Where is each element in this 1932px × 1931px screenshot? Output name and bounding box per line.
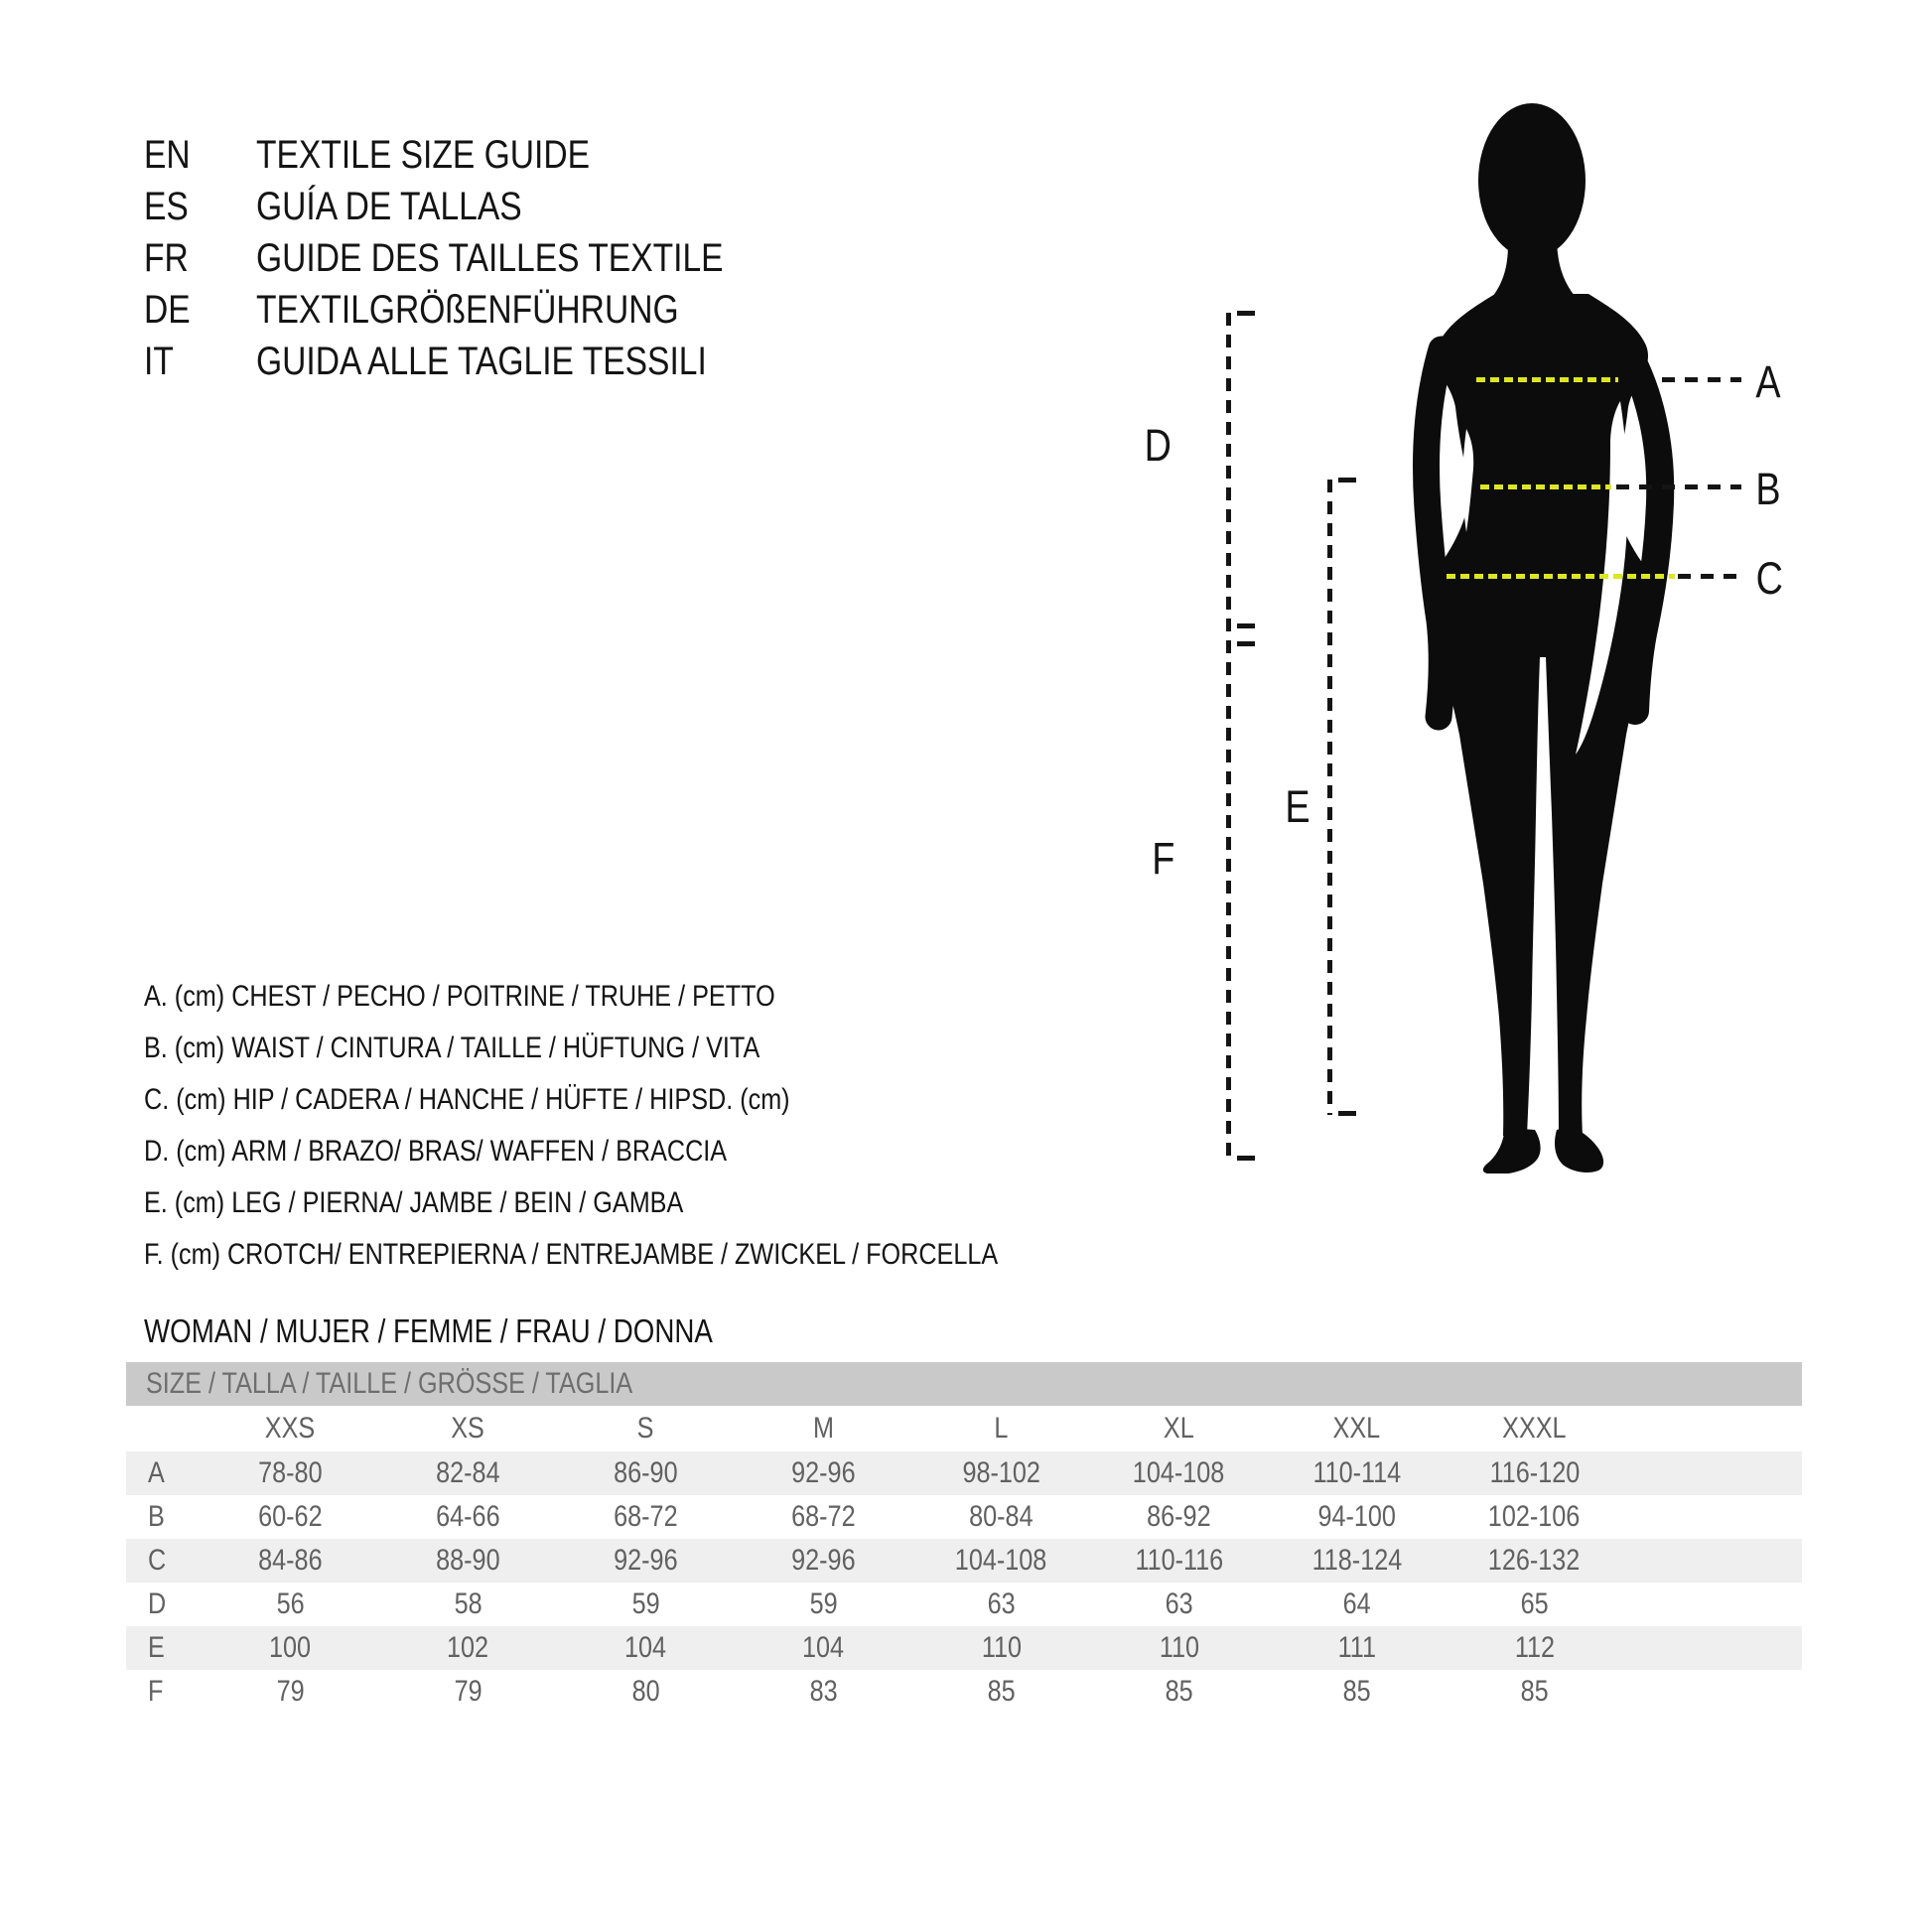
waist-measure-dash-yellow <box>1480 484 1611 489</box>
table-cell-text: 78-80 <box>258 1456 323 1489</box>
table-cell <box>557 1500 735 1534</box>
size-column-header <box>912 1412 1090 1446</box>
size-column-header-text: XXXL <box>1502 1412 1567 1445</box>
language-code-text: IT <box>144 340 174 383</box>
size-columns-row <box>126 1406 1802 1451</box>
table-cell <box>1446 1675 1623 1709</box>
leg-measure-line <box>1327 480 1332 1115</box>
language-code <box>144 234 197 282</box>
figure-label-c-text: C <box>1755 553 1783 604</box>
table-cell-text: 80 <box>631 1675 660 1708</box>
measure-definition-text: B. (cm) WAIST / CINTURA / TAILLE / HÜFTUNG / VITA <box>144 1032 760 1064</box>
table-row-b <box>126 1495 1802 1539</box>
table-cell-text: 118-124 <box>1311 1544 1402 1577</box>
size-column-header-text: XXS <box>265 1412 316 1445</box>
size-column-header-text: XS <box>451 1412 485 1445</box>
measure-definition-text: D. (cm) ARM / BRAZO/ BRAS/ WAFFEN / BRACCIA <box>144 1135 728 1168</box>
table-cell <box>379 1587 557 1621</box>
audience-title-text: WOMAN / MUJER / FEMME / FRAU / DONNA <box>144 1312 713 1349</box>
measure-definition-text: C. (cm) HIP / CADERA / HANCHE / HÜFTE / HIPSD. (cm) <box>144 1083 790 1116</box>
size-column-header <box>202 1412 379 1446</box>
silhouette-head <box>1478 103 1586 258</box>
figure-label-e-text: E <box>1285 781 1311 832</box>
arm-measure-bottom-tick <box>1237 623 1255 628</box>
row-label <box>126 1456 202 1490</box>
table-cell <box>1268 1456 1446 1490</box>
row-label <box>126 1631 202 1665</box>
guide-title <box>256 338 792 385</box>
language-code-text: ES <box>144 185 189 228</box>
guide-title-text: GUIDA ALLE TAGLIE TESSILI <box>256 340 707 383</box>
table-cell <box>1090 1456 1268 1490</box>
figure-label-b-text: B <box>1755 464 1781 514</box>
chest-measure-dash-yellow <box>1476 377 1618 382</box>
silhouette-left-arm <box>1427 349 1443 717</box>
table-cell-text: 65 <box>1520 1587 1549 1620</box>
table-cell-text: 126-132 <box>1488 1544 1581 1577</box>
size-column-header <box>557 1412 735 1446</box>
guide-title-text: GUÍA DE TALLAS <box>256 185 522 228</box>
silhouette-right-foot <box>1555 1127 1603 1172</box>
row-label-text: F <box>148 1675 164 1708</box>
table-cell <box>735 1675 912 1709</box>
table-cell <box>1090 1587 1268 1621</box>
table-cell <box>557 1675 735 1709</box>
size-column-header-text: XXL <box>1332 1412 1381 1445</box>
table-cell-text: 79 <box>454 1675 483 1708</box>
table-cell <box>735 1544 912 1578</box>
row-label <box>126 1675 202 1709</box>
table-cell-text: 68-72 <box>791 1500 856 1533</box>
table-row-a <box>126 1451 1802 1495</box>
table-cell <box>912 1456 1090 1490</box>
table-cell-text: 59 <box>631 1587 660 1620</box>
table-cell-text: 112 <box>1514 1631 1555 1664</box>
table-cell-text: 79 <box>276 1675 305 1708</box>
table-cell-text: 104-108 <box>955 1544 1047 1577</box>
table-cell-text: 94-100 <box>1317 1500 1396 1533</box>
table-cell-text: 82-84 <box>436 1456 500 1489</box>
row-label-text: B <box>148 1500 165 1533</box>
size-table <box>126 1362 1802 1714</box>
table-cell-text: 85 <box>987 1675 1016 1708</box>
table-cell <box>557 1631 735 1665</box>
table-cell <box>202 1587 379 1621</box>
table-cell <box>379 1631 557 1665</box>
table-cell-text: 104-108 <box>1133 1456 1225 1489</box>
arm-measure-top-tick <box>1237 311 1255 316</box>
table-cell-text: 104 <box>624 1631 667 1664</box>
figure-label-b <box>1753 464 1783 514</box>
audience-title <box>144 1312 821 1350</box>
table-cell <box>735 1500 912 1534</box>
measure-definition-f <box>144 1237 1161 1273</box>
table-cell <box>557 1456 735 1490</box>
table-cell <box>1090 1544 1268 1578</box>
size-column-header <box>1268 1412 1446 1446</box>
table-cell <box>1090 1675 1268 1709</box>
row-label-text: D <box>148 1587 167 1620</box>
table-cell-text: 110-116 <box>1135 1544 1223 1577</box>
crotch-measure-bottom-tick <box>1237 1156 1255 1161</box>
guide-title <box>256 183 573 230</box>
leg-measure-top-tick <box>1338 478 1356 483</box>
table-cell <box>1446 1456 1623 1490</box>
table-cell <box>1268 1587 1446 1621</box>
table-cell <box>379 1456 557 1490</box>
table-cell <box>379 1544 557 1578</box>
table-cell-text: 80-84 <box>969 1500 1034 1533</box>
waist-leader-dash <box>1616 484 1741 489</box>
table-cell-text: 68-72 <box>614 1500 678 1533</box>
table-cell-text: 59 <box>809 1587 838 1620</box>
figure-label-a-text: A <box>1755 356 1781 407</box>
row-label-text: E <box>148 1631 165 1664</box>
table-cell-text: 63 <box>987 1587 1016 1620</box>
table-cell <box>912 1631 1090 1665</box>
guide-title-text: TEXTILGRÖßENFÜHRUNG <box>256 288 679 332</box>
language-code-text: EN <box>144 133 191 177</box>
table-cell <box>1446 1544 1623 1578</box>
table-cell-text: 63 <box>1165 1587 1193 1620</box>
table-cell-text: 110 <box>1159 1631 1199 1664</box>
size-column-header-text: S <box>637 1412 654 1445</box>
measure-definition-text: F. (cm) CROTCH/ ENTREPIERNA / ENTREJAMBE / ZWICKEL / FORCELLA <box>144 1238 999 1271</box>
language-code-text: FR <box>144 236 189 280</box>
table-cell-text: 100 <box>269 1631 312 1664</box>
table-cell-text: 110 <box>981 1631 1022 1664</box>
measure-definition-b <box>144 1031 877 1066</box>
figure-label-f <box>1150 833 1177 884</box>
table-cell-text: 110-114 <box>1312 1456 1401 1489</box>
language-code <box>144 286 200 334</box>
guide-title-text: GUIDE DES TAILLES TEXTILE <box>256 236 724 280</box>
table-cell <box>1446 1587 1623 1621</box>
table-cell <box>202 1631 379 1665</box>
size-table-header-bar <box>126 1362 1802 1406</box>
table-cell <box>202 1456 379 1490</box>
table-cell <box>735 1631 912 1665</box>
table-cell <box>735 1587 912 1621</box>
table-cell-text: 64-66 <box>436 1500 500 1533</box>
figure-label-e <box>1283 781 1312 832</box>
hip-leader-dash <box>1678 574 1741 579</box>
size-column-header <box>735 1412 912 1446</box>
figure-label-d <box>1142 420 1174 471</box>
table-cell-text: 85 <box>1165 1675 1193 1708</box>
table-cell <box>379 1500 557 1534</box>
table-cell <box>379 1675 557 1709</box>
table-cell <box>912 1675 1090 1709</box>
table-cell-text: 86-92 <box>1147 1500 1211 1533</box>
table-cell <box>202 1675 379 1709</box>
row-label-text: C <box>148 1544 167 1577</box>
guide-title <box>256 286 759 334</box>
leg-measure-bottom-tick <box>1338 1111 1356 1116</box>
table-cell-text: 116-120 <box>1489 1456 1580 1489</box>
size-table-header-bar-text: SIZE / TALLA / TAILLE / GRÖSSE / TAGLIA <box>146 1367 633 1400</box>
table-cell <box>912 1500 1090 1534</box>
size-column-header-text: XL <box>1164 1412 1194 1445</box>
language-code <box>144 183 197 230</box>
row-label <box>126 1587 202 1621</box>
table-cell <box>1090 1500 1268 1534</box>
language-code <box>144 338 180 385</box>
table-cell-text: 64 <box>1342 1587 1371 1620</box>
table-cell-text: 86-90 <box>614 1456 678 1489</box>
arm-crotch-measure-line <box>1226 313 1231 1162</box>
table-cell-text: 84-86 <box>258 1544 323 1577</box>
table-cell-text: 98-102 <box>962 1456 1040 1489</box>
size-table-header-bar-label <box>146 1367 726 1401</box>
table-cell-text: 85 <box>1342 1675 1371 1708</box>
table-cell-text: 111 <box>1337 1631 1376 1664</box>
table-cell <box>1446 1500 1623 1534</box>
language-code-text: DE <box>144 288 191 332</box>
table-cell <box>912 1587 1090 1621</box>
figure-label-d-text: D <box>1144 420 1172 471</box>
row-label-text: A <box>148 1456 165 1489</box>
table-cell-text: 92-96 <box>791 1456 856 1489</box>
row-label <box>126 1544 202 1578</box>
table-row-f <box>126 1670 1802 1714</box>
guide-title-text: TEXTILE SIZE GUIDE <box>256 133 591 177</box>
table-cell-text: 92-96 <box>791 1544 856 1577</box>
table-row-e <box>126 1626 1802 1670</box>
table-cell <box>1268 1544 1446 1578</box>
table-cell <box>557 1544 735 1578</box>
table-cell-text: 102-106 <box>1488 1500 1581 1533</box>
table-cell <box>1268 1631 1446 1665</box>
table-cell <box>557 1587 735 1621</box>
size-column-header-text: L <box>994 1412 1009 1445</box>
table-cell <box>1268 1500 1446 1534</box>
table-cell-text: 104 <box>802 1631 845 1664</box>
silhouette-right-arm <box>1626 349 1660 711</box>
size-column-header <box>1090 1412 1268 1446</box>
measure-definition-c <box>144 1082 913 1118</box>
measure-definition-text: E. (cm) LEG / PIERNA/ JAMBE / BEIN / GAMBA <box>144 1186 684 1219</box>
guide-title <box>256 131 653 179</box>
table-cell-text: 85 <box>1520 1675 1549 1708</box>
table-cell <box>1090 1631 1268 1665</box>
language-code <box>144 131 200 179</box>
table-cell <box>202 1500 379 1534</box>
table-cell <box>1268 1675 1446 1709</box>
table-cell <box>1446 1631 1623 1665</box>
figure-label-a <box>1753 356 1783 407</box>
table-cell-text: 58 <box>454 1587 483 1620</box>
table-cell <box>735 1456 912 1490</box>
table-row-d <box>126 1583 1802 1626</box>
table-row-c <box>126 1539 1802 1583</box>
table-cell-text: 83 <box>809 1675 838 1708</box>
woman-silhouette <box>1410 99 1708 1173</box>
figure-label-c <box>1753 553 1786 604</box>
table-cell <box>202 1544 379 1578</box>
chest-leader-dash <box>1662 377 1741 382</box>
measure-definition-e <box>144 1185 786 1221</box>
table-cell-text: 60-62 <box>258 1500 323 1533</box>
size-column-header <box>1446 1412 1623 1446</box>
size-column-header-text: M <box>813 1412 834 1445</box>
table-cell-text: 92-96 <box>614 1544 678 1577</box>
measure-definition-text: A. (cm) CHEST / PECHO / POITRINE / TRUHE / PETTO <box>144 980 775 1013</box>
size-column-header <box>379 1412 557 1446</box>
row-label <box>126 1500 202 1534</box>
crotch-measure-top-tick <box>1237 641 1255 646</box>
table-cell-text: 56 <box>276 1587 305 1620</box>
guide-title <box>256 234 812 282</box>
silhouette-left-foot <box>1483 1128 1541 1173</box>
measure-definition-d <box>144 1134 838 1170</box>
hip-measure-dash-yellow <box>1447 574 1675 579</box>
table-cell <box>912 1544 1090 1578</box>
table-cell-text: 102 <box>447 1631 489 1664</box>
figure-label-f-text: F <box>1152 833 1175 884</box>
measure-definition-a <box>144 979 896 1015</box>
table-cell-text: 88-90 <box>436 1544 500 1577</box>
